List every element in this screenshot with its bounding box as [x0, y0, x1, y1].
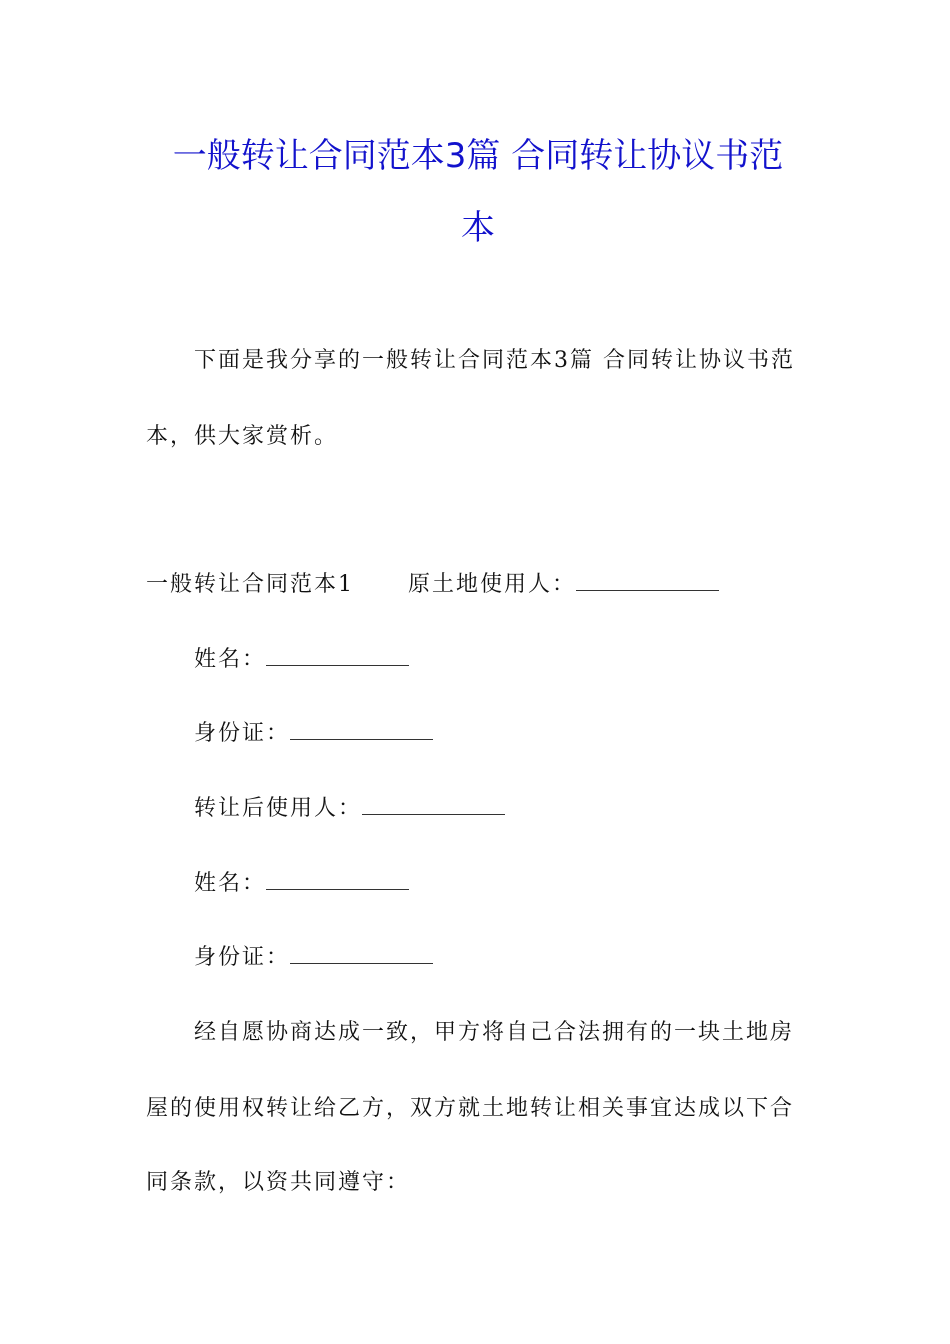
document-title-line-2: 本 — [461, 208, 495, 248]
id-blank-1 — [290, 719, 433, 740]
original-user-label: 原土地使用人： — [408, 572, 577, 597]
name-field-2 — [194, 869, 409, 899]
id-field-1 — [194, 719, 433, 749]
new-user-label: 转让后使用人： — [194, 796, 363, 821]
contract-body-line-2: 屋的使用权转让给乙方，双方就土地转让相关事宜达成以下合 — [146, 1096, 795, 1121]
document-title-line-1: 一般转让合同范本3篇 合同转让协议书范 — [172, 136, 784, 176]
name-blank-2 — [266, 869, 409, 890]
name-label-1: 姓名： — [194, 647, 267, 672]
id-field-2 — [194, 943, 433, 973]
new-user-field — [194, 794, 505, 824]
contract-1-heading: 一般转让合同范本1 — [146, 572, 354, 597]
id-label-2: 身份证： — [194, 945, 291, 970]
name-field-1 — [194, 645, 409, 675]
intro-paragraph-line-1: 下面是我分享的一般转让合同范本3篇 合同转让协议书范 — [194, 348, 795, 373]
contract-1-header-line — [146, 570, 719, 600]
contract-body-line-1: 经自愿协商达成一致，甲方将自己合法拥有的一块土地房 — [194, 1020, 795, 1045]
name-label-2: 姓名： — [194, 871, 267, 896]
contract-body-line-3: 同条款，以资共同遵守： — [146, 1170, 411, 1195]
id-label-1: 身份证： — [194, 721, 291, 746]
original-user-blank — [576, 570, 719, 591]
id-blank-2 — [290, 943, 433, 964]
name-blank-1 — [266, 645, 409, 666]
new-user-blank — [362, 794, 505, 815]
intro-paragraph-line-2: 本，供大家赏析。 — [146, 424, 339, 449]
